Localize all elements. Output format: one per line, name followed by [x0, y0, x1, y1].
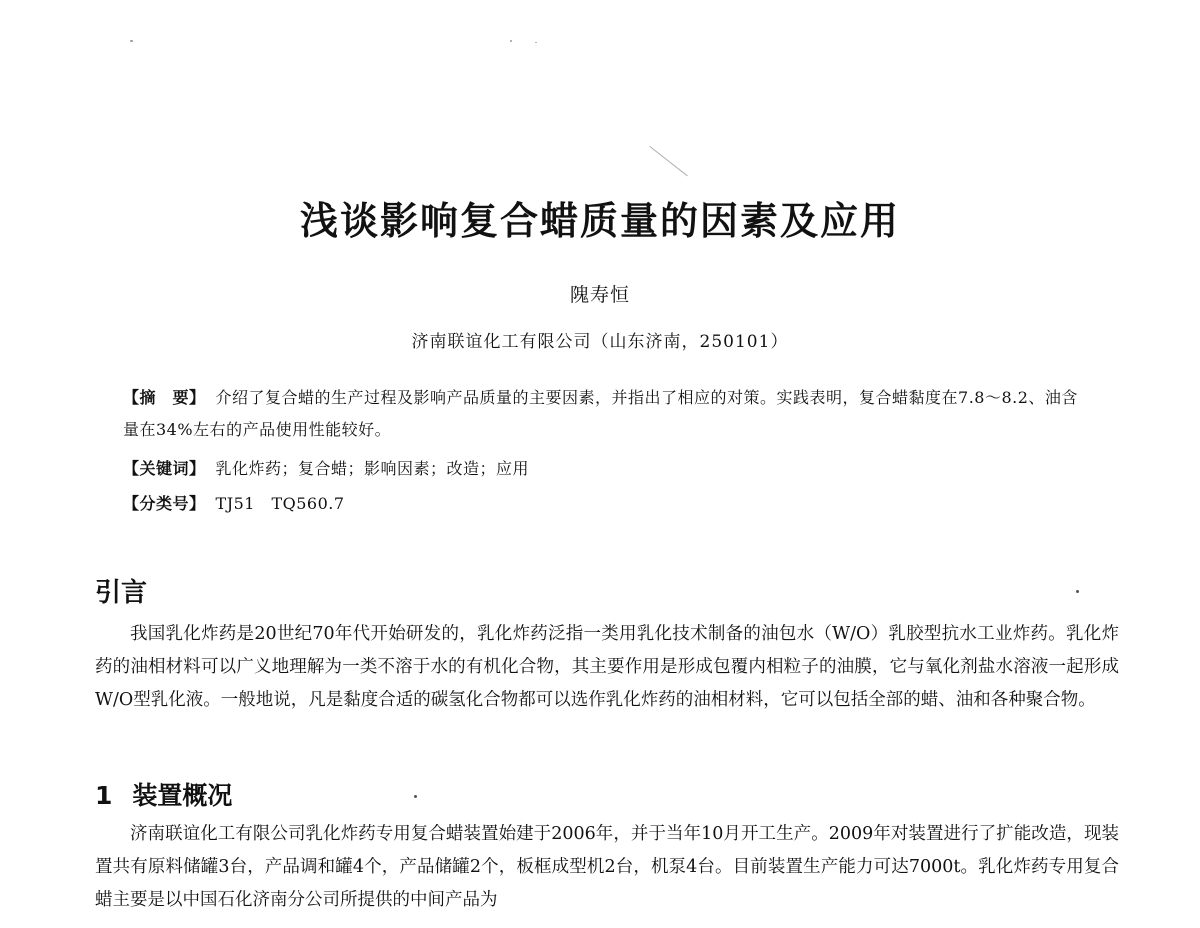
abstract-text: 介绍了复合蜡的生产过程及影响产品质量的主要因素，并指出了相应的对策。实践表明，复合蜡黏度在7.8～8.2、油含量在34%左右的产品使用性能较好。	[123, 388, 1078, 439]
section-1-number: 1	[95, 781, 113, 810]
paper-author: 隗寿恒	[569, 284, 630, 306]
scan-speck	[535, 42, 537, 43]
intro-heading: 引言	[95, 578, 148, 608]
classification-label: 【分类号】	[123, 494, 206, 513]
paper-title: 浅谈影响复合蜡质量的因素及应用	[299, 198, 900, 243]
section-1-paragraph: 济南联谊化工有限公司乳化炸药专用复合蜡装置始建于2006年，并于当年10月开工生产。2009年对装置进行了扩能改造，现装置共有原料储罐3台，产品调和罐4个，产品储罐2个，板框成型机2台，机泵4台。目前装置生产能力可达7000t。乳化炸药专用复合蜡主要是以中国石化济南分公司所提供的中间产品为	[95, 824, 1119, 910]
keywords-text: 乳化炸药；复合蜡；影响因素；改造；应用	[215, 459, 530, 478]
scan-speck	[130, 40, 133, 42]
scan-speck	[1076, 590, 1079, 593]
scan-scratch	[649, 146, 687, 176]
abstract-label: 【摘 要】	[123, 388, 206, 407]
section-1-title: 装置概况	[132, 781, 233, 810]
keywords-block	[123, 453, 1083, 485]
classification-block	[123, 488, 1083, 520]
intro-paragraph: 我国乳化炸药是20世纪70年代开始研发的，乳化炸药泛指一类用乳化技术制备的油包水（W/O）乳胶型抗水工业炸药。乳化炸药的油相材料可以广义地理解为一类不溶于水的有机化合物，其主要作用是形成包覆内相粒子的油膜，它与氧化剂盐水溶液一起形成W/O型乳化液。一般地说，凡是黏度合适的碳氢化合物都可以选作乳化炸药的油相材料，它可以包括全部的蜡、油和各种聚合物。	[95, 624, 1119, 710]
classification-text: TJ51 TQ560.7	[215, 494, 345, 513]
scan-speck	[414, 795, 417, 798]
section-1-heading	[95, 776, 232, 812]
abstract-block	[123, 382, 1083, 446]
paper-affiliation: 济南联谊化工有限公司（山东济南，250101）	[411, 332, 789, 352]
scan-speck	[510, 40, 512, 42]
keywords-label: 【关键词】	[123, 459, 206, 478]
